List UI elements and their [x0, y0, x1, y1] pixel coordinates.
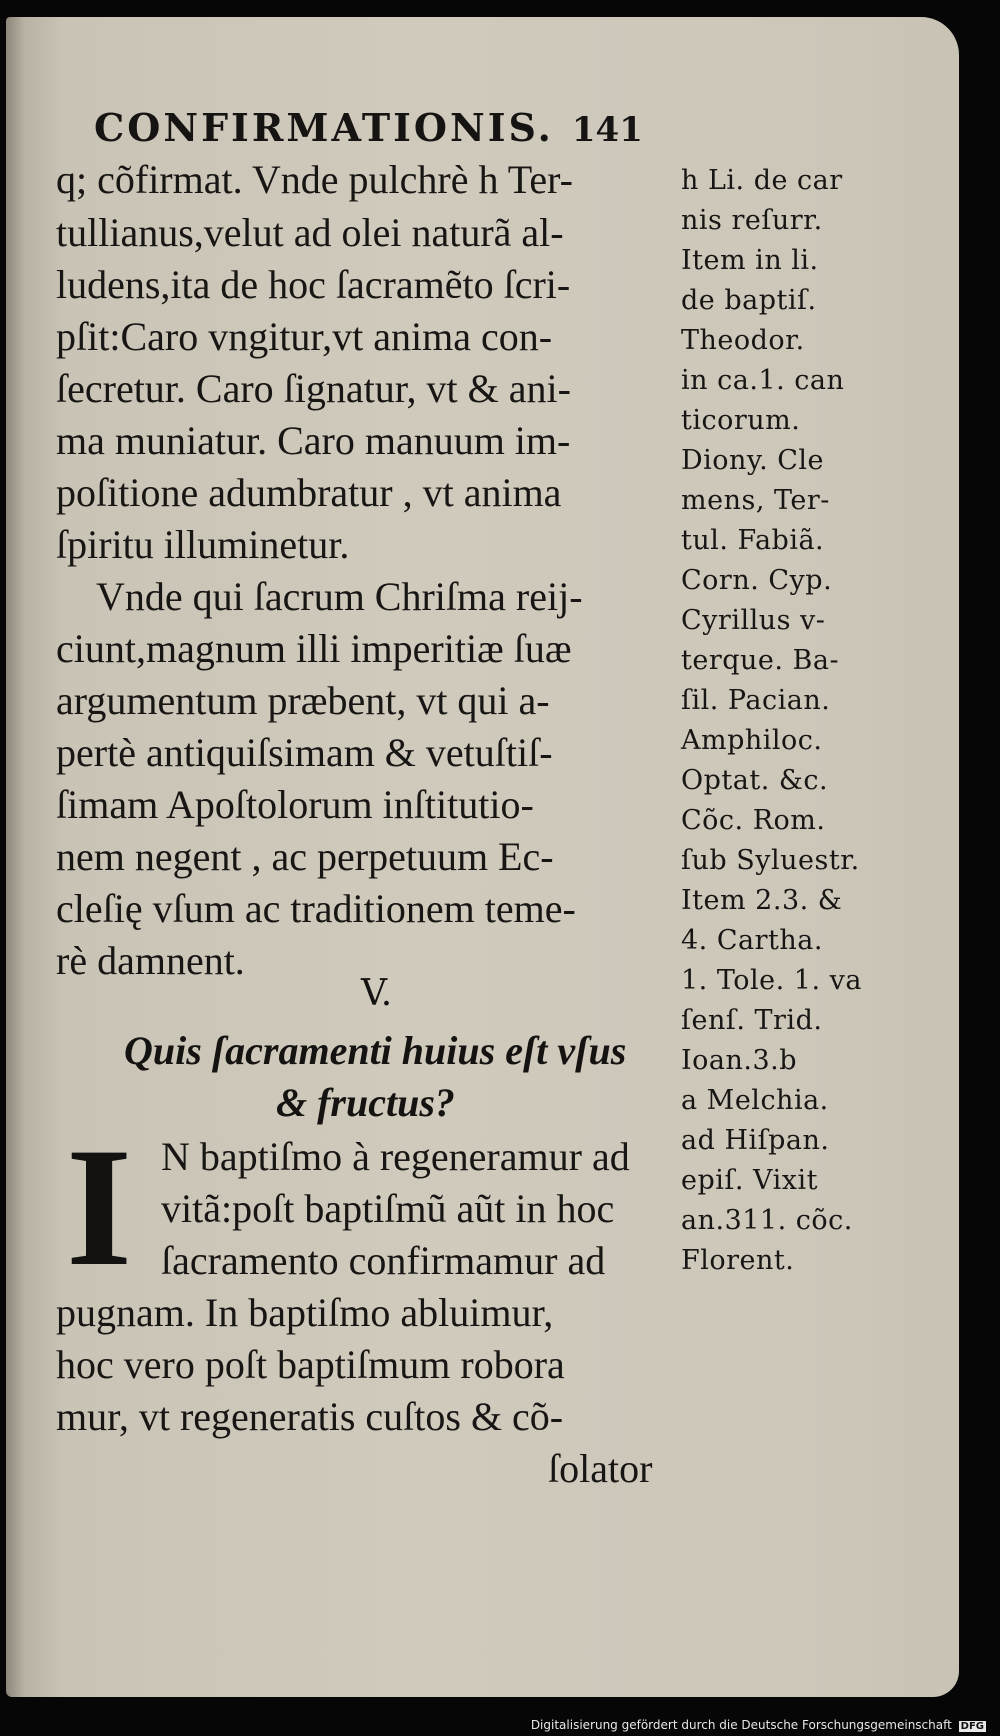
body-line: ſimam Apoſtolorum inſtitutio- — [56, 782, 534, 827]
margin-note: 4. Cartha. — [681, 925, 823, 956]
margin-note: a Melchia. — [681, 1085, 829, 1116]
body-line: poſitione adumbratur , vt anima — [56, 470, 562, 515]
page-number: 141 — [571, 110, 643, 150]
body-line: nem negent , ac perpetuum Ec- — [56, 834, 554, 879]
margin-note: Diony. Cle — [681, 445, 825, 476]
margin-note: Florent. — [681, 1245, 795, 1276]
body-line: ſecretur. Caro ſignatur, vt & ani- — [56, 366, 571, 411]
margin-note: ticorum. — [681, 405, 801, 436]
question-heading-line: Quis ſacramenti huius eſt vſus — [124, 1028, 627, 1073]
body-line: ludens,ita de hoc ſacramẽto ſcri- — [56, 262, 571, 307]
question-heading-line: & fructus? — [276, 1080, 455, 1125]
body-line: q; cõfirmat. Vnde pulchrè h Ter- — [56, 157, 573, 202]
running-title: CONFIRMATIONIS. — [94, 105, 554, 150]
running-header — [94, 105, 643, 150]
margin-note: Theodor. — [681, 325, 805, 356]
margin-note: Cõc. Rom. — [681, 805, 826, 836]
margin-note: ad Hiſpan. — [681, 1125, 830, 1156]
body-line: ma muniatur. Caro manuum im- — [56, 418, 571, 463]
digitization-credit — [531, 1718, 986, 1732]
body-line: ſacramento confirmamur ad — [161, 1238, 606, 1283]
margin-note: an.311. cõc. — [681, 1205, 853, 1236]
margin-note: tul. Fabiã. — [681, 525, 825, 556]
body-line: rè damnent. — [56, 938, 245, 983]
margin-note: ſil. Pacian. — [681, 685, 831, 716]
margin-note: nis reſurr. — [681, 205, 823, 236]
margin-note: Cyrillus v- — [681, 605, 826, 636]
body-line: ſpiritu illuminetur. — [56, 522, 350, 567]
body-line: argumentum præbent, vt qui a- — [56, 678, 550, 723]
margin-note: ſenſ. Trid. — [681, 1005, 823, 1036]
body-line: pugnam. In baptiſmo abluimur, — [56, 1290, 554, 1335]
margin-note: h Li. de car — [681, 165, 843, 196]
body-line: pſit:Caro vngitur,vt anima con- — [56, 314, 553, 359]
body-line: N baptiſmo à regeneramur ad — [161, 1134, 630, 1179]
book-page — [6, 17, 959, 1697]
body-line: pertè antiquiſsimam & vetuſtiſ- — [56, 730, 553, 775]
margin-note: in ca.1. can — [681, 365, 845, 396]
body-line: Vnde qui ſacrum Chriſma reij- — [96, 574, 583, 619]
margin-note: Item in li. — [681, 245, 819, 276]
body-line: tullianus,velut ad olei naturã al- — [56, 210, 564, 255]
margin-note: Item 2.3. & — [681, 885, 843, 916]
catchword: ſolator — [548, 1446, 653, 1491]
body-line: cleſię vſum ac traditionem teme- — [56, 886, 576, 931]
margin-note: de baptiſ. — [681, 285, 817, 316]
body-line: hoc vero poſt baptiſmum robora — [56, 1342, 565, 1387]
margin-note: Corn. Cyp. — [681, 565, 833, 596]
section-number: V. — [361, 973, 393, 1014]
body-line: mur, vt regeneratis cuſtos & cõ- — [56, 1394, 564, 1439]
dfg-logo: DFG — [960, 1721, 984, 1732]
margin-note: terque. Ba- — [681, 645, 840, 676]
margin-note: Amphiloc. — [681, 725, 823, 756]
margin-note: epiſ. Vixit — [681, 1165, 818, 1196]
body-line: vitã:poſt baptiſmũ aũt in hoc — [161, 1186, 615, 1231]
margin-note: mens, Ter- — [681, 485, 830, 516]
body-line: ciunt,magnum illi imperitiæ ſuæ — [56, 626, 572, 671]
credit-text: Digitalisierung gefördert durch die Deutsche Forschungsgemeinschaft — [530, 1718, 952, 1732]
margin-note: 1. Tole. 1. va — [681, 965, 862, 996]
margin-note: Ioan.3.b — [681, 1045, 798, 1076]
drop-capital: I — [66, 1113, 133, 1301]
margin-note: ſub Syluestr. — [681, 845, 860, 876]
margin-note: Optat. &c. — [681, 765, 829, 796]
